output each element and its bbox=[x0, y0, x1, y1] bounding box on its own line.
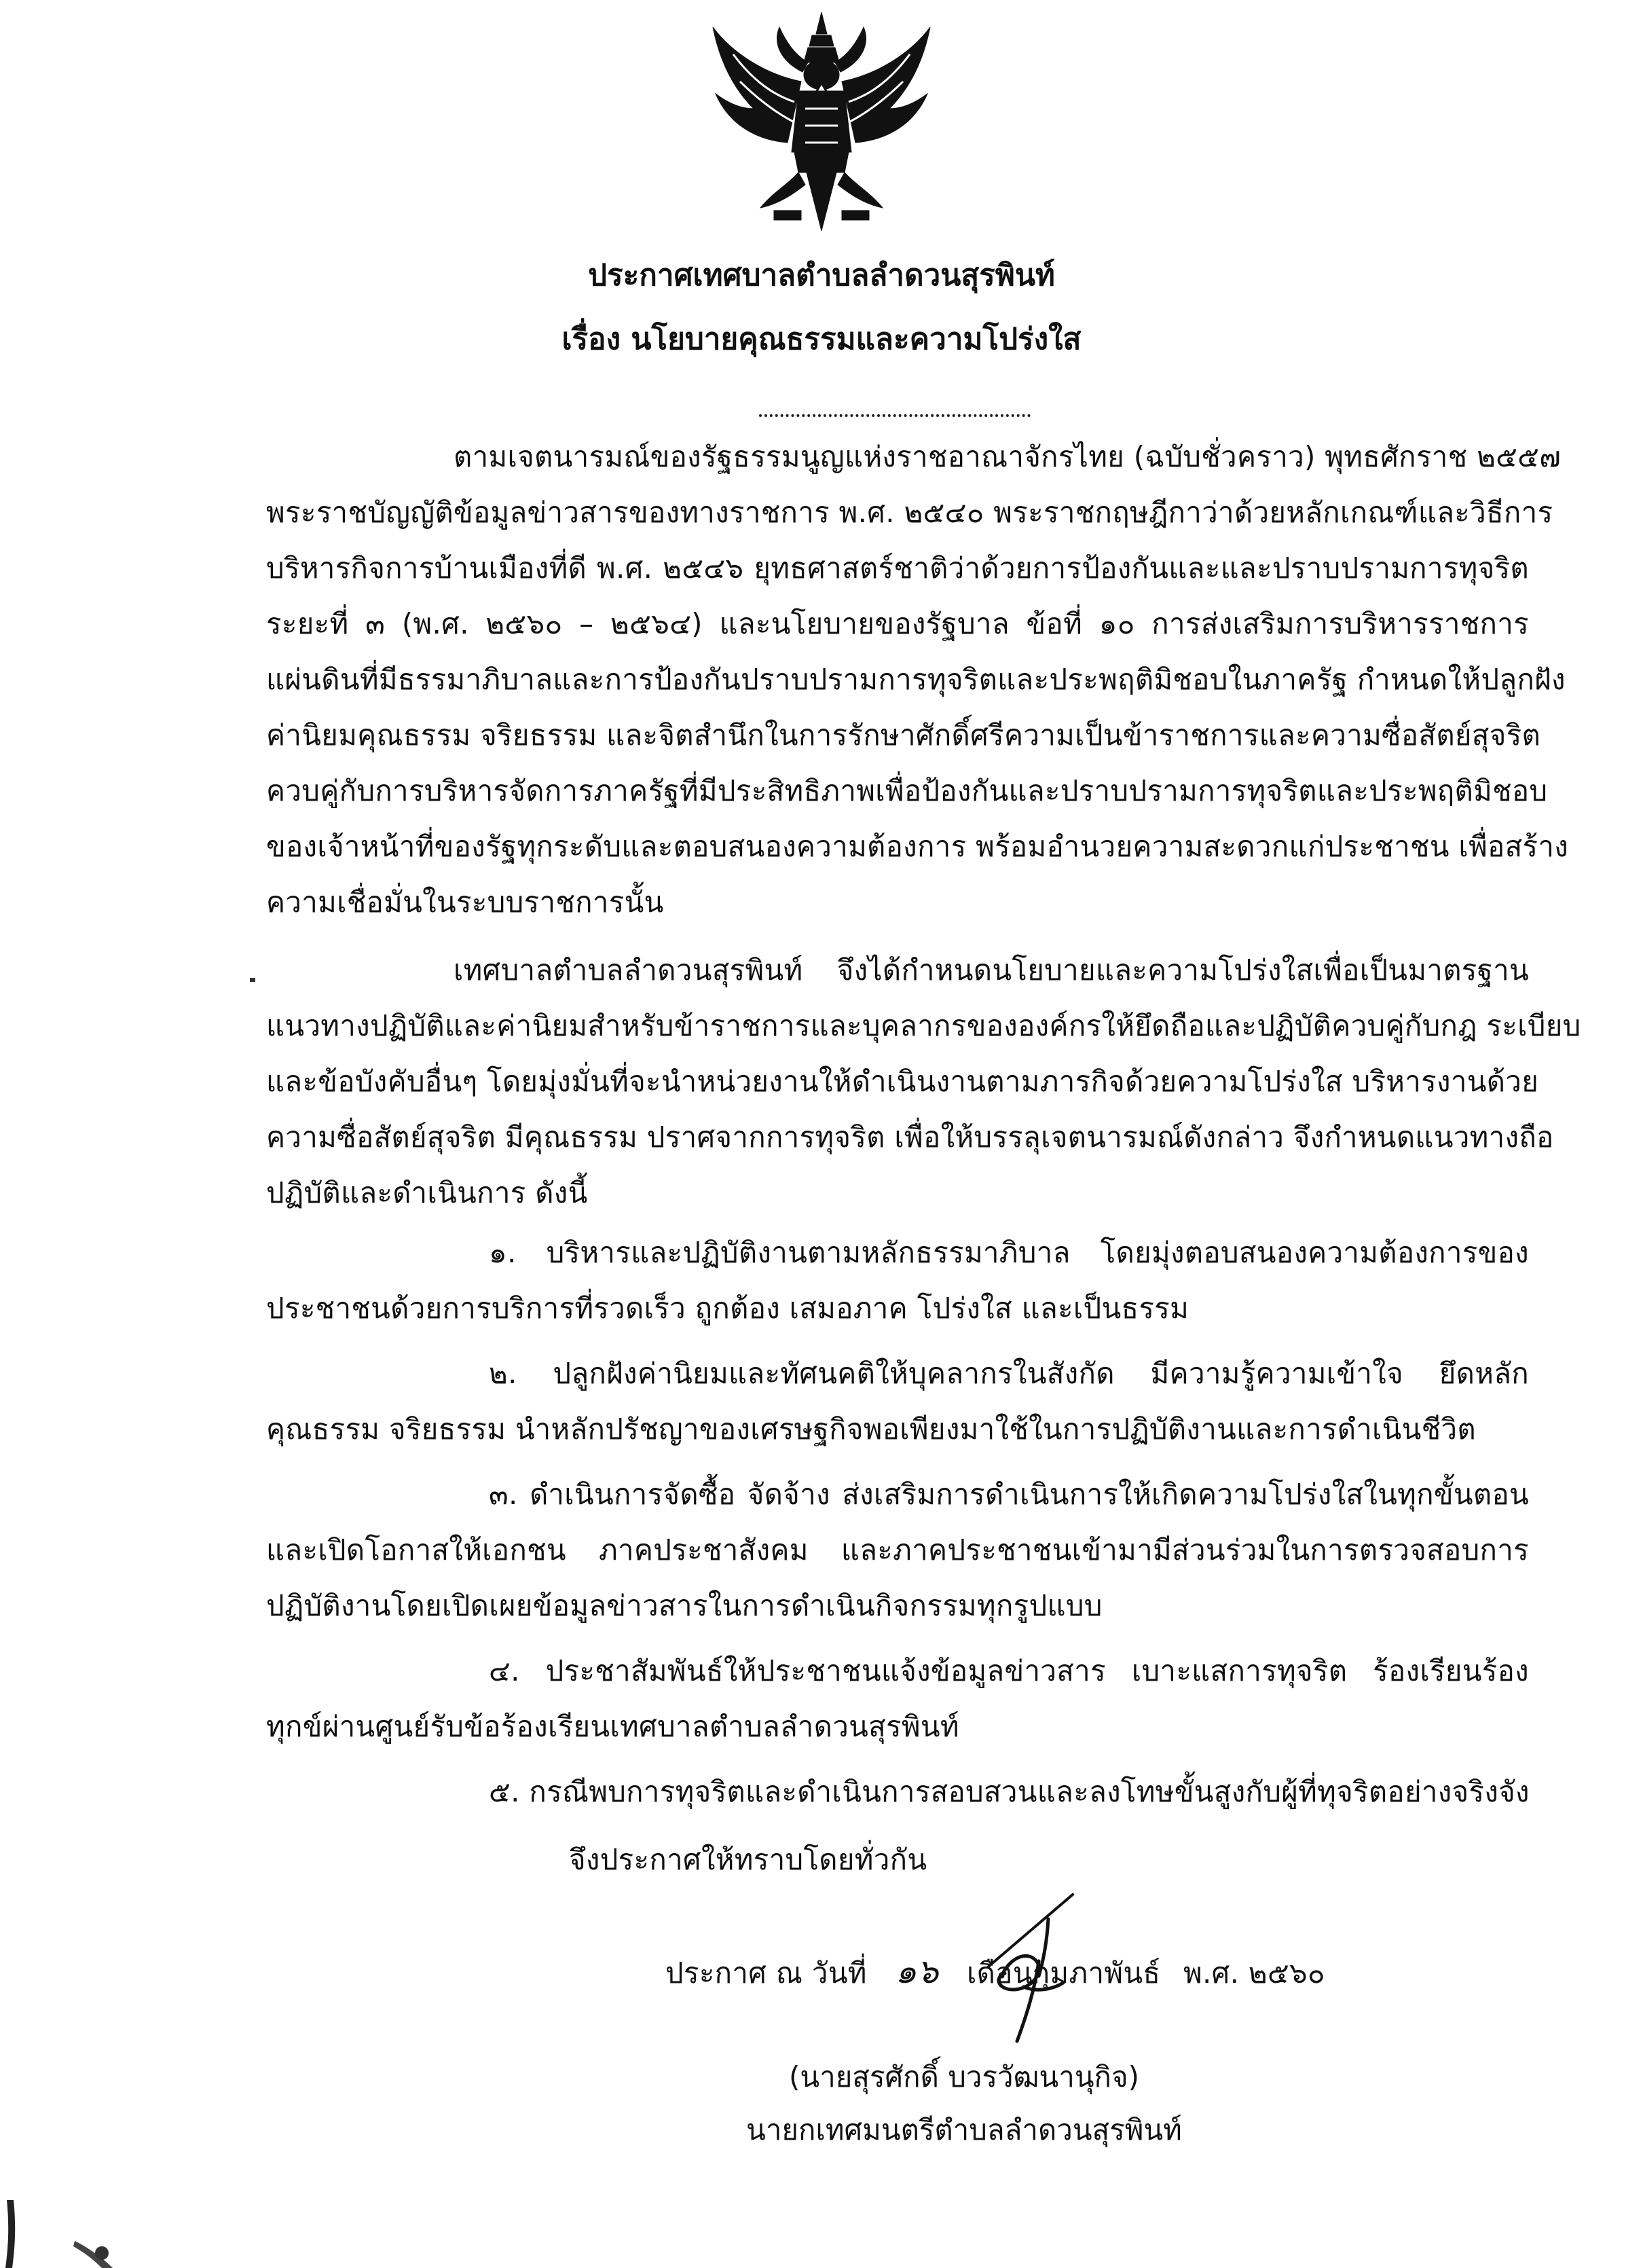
paragraph2-line: ความซื่อสัตย์สุจริต มีคุณธรรม ปราศจากการทุจริต เพื่อให้บรรลุเจตนารมณ์ดังกล่าว จึงกำหนดแนวทางถือ bbox=[266, 1120, 1554, 1154]
paragraph2-line: ปฏิบัติและดำเนินการ ดังนี้ bbox=[266, 1176, 588, 1209]
policy-item-5: ๕. กรณีพบการทุจริตและดำเนินการสอบสวนและลงโทษขั้นสูงกับผู้ที่ทุจริตอย่างจริงจัง bbox=[489, 1775, 1530, 1808]
paragraph1-line: ระยะที่ ๓ (พ.ศ. ๒๕๖๐ – ๒๕๖๔) และนโยบายของรัฐบาล ข้อที่ ๑๐ การส่งเสริมการบริหารราชการ bbox=[266, 607, 1529, 640]
policy-item-1: ๑. บริหารและปฏิบัติงานตามหลักธรรมาภิบาล โดยมุ่งตอบสนองความต้องการของ bbox=[489, 1236, 1529, 1269]
policy-item-4-cont: ทุกข์ผ่านศูนย์รับข้อร้องเรียนเทศบาลตำบลลำดวนสุรพินท์ bbox=[266, 1710, 959, 1743]
garuda-emblem-icon bbox=[693, 7, 950, 241]
policy-item-2: ๒. ปลูกฝังค่านิยมและทัศนคติให้บุคลากรในสังกัด มีความรู้ความเข้าใจ ยึดหลัก bbox=[489, 1357, 1529, 1390]
paragraph2-line: แนวทางปฏิบัติและค่านิยมสำหรับข้าราชการและบุคลากรขององค์กรให้ยึดถือและปฏิบัติควบคู่กับกฎ ระเบียบ bbox=[266, 1009, 1581, 1042]
paragraph1-line: ความเชื่อมั่นในระบบราชการนั้น bbox=[266, 885, 664, 919]
date-prefix: ประกาศ ณ วันที่ bbox=[665, 1956, 867, 1990]
paragraph1-line: ของเจ้าหน้าที่ของรัฐทุกระดับและตอบสนองความต้องการ พร้อมอำนวยความสะดวกแก่ประชาชน เพื่อสร้าง bbox=[266, 830, 1569, 863]
paragraph2-line: เทศบาลตำบลลำดวนสุรพินท์ จึงได้กำหนดนโยบายและความโปร่งใสเพื่อเป็นมาตรฐาน bbox=[454, 953, 1529, 987]
paragraph1-line: แผ่นดินที่มีธรรมาภิบาลและการป้องกันปราบปรามการทุจริตและประพฤติมิชอบในภาครัฐ กำหนดให้ปลูกฝัง bbox=[266, 663, 1566, 696]
paragraph1-line: บริหารกิจการบ้านเมืองที่ดี พ.ศ. ๒๕๔๖ ยุทธศาสตร์ชาติว่าด้วยการป้องกันและและปราบปรามการทุจริต bbox=[266, 551, 1529, 585]
date-day-handwritten: ๑๖ bbox=[895, 1952, 939, 1991]
paragraph1-line: ควบคู่กับการบริหารจัดการภาครัฐที่มีประสิทธิภาพเพื่อป้องกันและปราบปรามการทุจริตและประพฤติมิชอบ bbox=[266, 774, 1548, 807]
paragraph1-line: ค่านิยมคุณธรรม จริยธรรม และจิตสำนึกในการรักษาศักดิ์ศรีความเป็นข้าราชการและความซื่อสัตย์สุจริต bbox=[266, 718, 1541, 752]
policy-item-3-cont: และเปิดโอกาสให้เอกชน ภาคประชาสังคม และภาคประชาชนเข้ามามีส่วนร่วมในการตรวจสอบการ bbox=[266, 1533, 1529, 1567]
date-year: พ.ศ. ๒๕๖๐ bbox=[1183, 1956, 1325, 1990]
scan-edge-artifact bbox=[0, 2173, 136, 2268]
separator-dots bbox=[759, 409, 1031, 417]
scan-speck bbox=[250, 978, 255, 982]
date-month: เดือนกุมภาพันธ์ bbox=[967, 1956, 1161, 1990]
policy-item-3: ๓. ดำเนินการจัดซื้อ จัดจ้าง ส่งเสริมการดำเนินการให้เกิดความโปร่งใสในทุกขั้นตอน bbox=[489, 1478, 1529, 1511]
closing-line: จึงประกาศให้ทราบโดยทั่วกัน bbox=[569, 1843, 927, 1876]
signature-mark bbox=[869, 1888, 1195, 2051]
subject-line: เรื่อง นโยบายคุณธรรมและความโปร่งใส bbox=[561, 322, 1082, 356]
paragraph1-line: ตามเจตนารมณ์ของรัฐธรรมนูญแห่งราชอาณาจักรไทย (ฉบับชั่วคราว) พุทธศักราช ๒๕๕๗ bbox=[454, 440, 1562, 473]
policy-item-2-cont: คุณธรรม จริยธรรม นำหลักปรัชญาของเศรษฐกิจพอเพียงมาใช้ในการปฏิบัติงานและการดำเนินชีวิต bbox=[266, 1412, 1476, 1446]
signatory-position: นายกเทศมนตรีตำบลลำดวนสุรพินท์ bbox=[746, 2113, 1182, 2146]
signatory-name: (นายสุรศักดิ์ บวรวัฒนานุกิจ) bbox=[789, 2060, 1139, 2093]
paragraph2-line: และข้อบังคับอื่นๆ โดยมุ่งมั่นที่จะนำหน่วยงานให้ดำเนินงานตามภารกิจด้วยความโปร่งใส บริหารงานด้วย bbox=[266, 1065, 1539, 1098]
paragraph1-line: พระราชบัญญัติข้อมูลข่าวสารของทางราชการ พ.ศ. ๒๕๔๐ พระราชกฤษฎีกาว่าด้วยหลักเกณฑ์และวิธีการ bbox=[266, 496, 1553, 529]
policy-item-4: ๔. ประชาสัมพันธ์ให้ประชาชนแจ้งข้อมูลข่าวสาร เบาะแสการทุจริต ร้องเรียนร้อง bbox=[489, 1654, 1529, 1687]
policy-item-3-cont: ปฏิบัติงานโดยเปิดเผยข้อมูลข่าวสารในการดำเนินกิจกรรมทุกรูปแบบ bbox=[266, 1589, 1103, 1622]
page-title: ประกาศเทศบาลตำบลลำดวนสุรพินท์ bbox=[588, 258, 1055, 293]
policy-item-1-cont: ประชาชนด้วยการบริการที่รวดเร็ว ถูกต้อง เสมอภาค โปร่งใส และเป็นธรรม bbox=[266, 1292, 1189, 1325]
